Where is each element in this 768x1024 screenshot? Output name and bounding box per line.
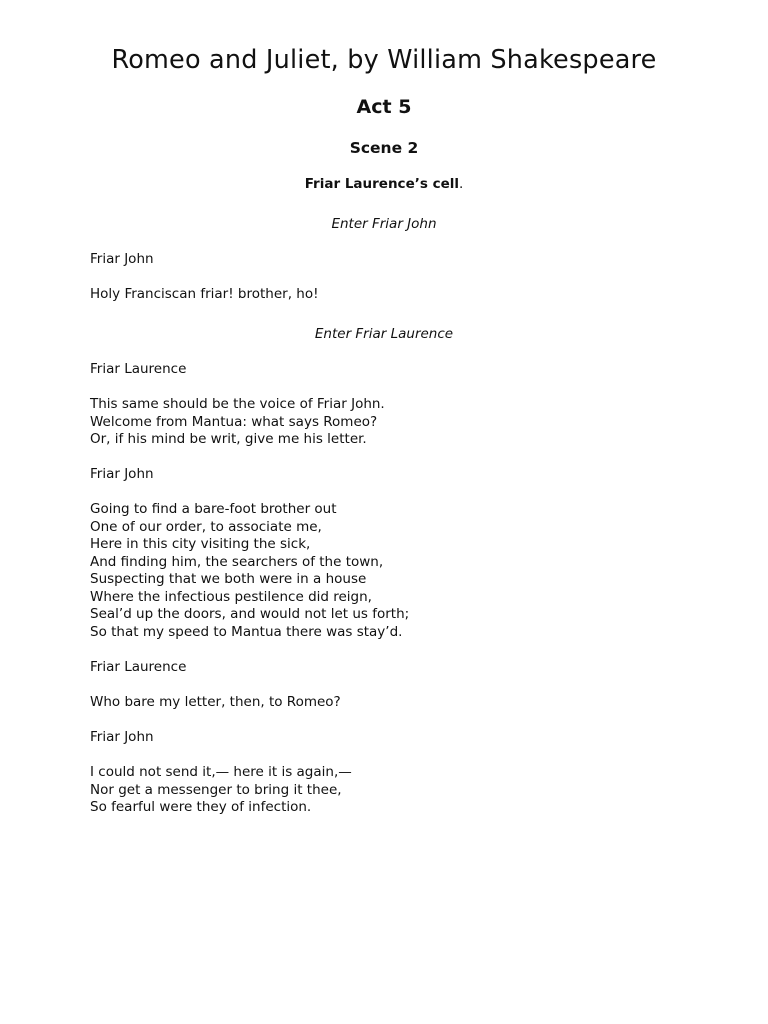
verse-line: I could not send it,— here it is again,— <box>90 764 352 780</box>
speech-text <box>90 694 341 712</box>
verse-line: Holy Franciscan friar! brother, ho! <box>90 286 319 302</box>
verse-line: And finding him, the searchers of the town, <box>90 553 384 570</box>
setting-location: Friar Laurence’s cell <box>304 176 459 192</box>
speech-text <box>90 764 352 817</box>
speaker-name: Friar John <box>90 251 154 267</box>
verse-line: So fearful were they of infection. <box>90 799 312 815</box>
verse-line: Here in this city visiting the sick, <box>90 536 311 552</box>
scene-number: 2 <box>407 139 419 157</box>
verse-line: So that my speed to Mantua there was stay’d. <box>90 623 403 640</box>
verse-line: Or, if his mind be writ, give me his letter. <box>90 431 367 447</box>
verse-line: Who bare my letter, then, to Romeo? <box>90 694 341 710</box>
document-title: Romeo and Juliet, by William Shakespeare <box>111 45 657 75</box>
speech-text <box>90 501 409 641</box>
speech-text <box>90 396 385 449</box>
verse-line: This same should be the voice of Friar John. <box>90 396 385 412</box>
setting-period: . <box>459 176 464 192</box>
verse-line: Going to find a bare-foot brother out <box>90 501 337 517</box>
scene-setting <box>0 174 768 194</box>
verse-line: Seal’d up the doors, and would not let us forth; <box>90 606 410 622</box>
verse-line: Welcome from Mantua: what says Romeo? <box>90 413 378 430</box>
scene-label: Scene <box>349 139 403 157</box>
verse-line: Where the infectious pestilence did reign, <box>90 588 372 605</box>
speaker-name: Friar Laurence <box>90 659 187 675</box>
verse-line: One of our order, to associate me, <box>90 518 322 535</box>
speaker-name: Friar John <box>90 466 154 482</box>
stage-direction: Enter Friar Laurence <box>314 326 454 342</box>
verse-line: Nor get a messenger to bring it thee, <box>90 781 342 798</box>
speaker-name: Friar John <box>90 729 154 745</box>
verse-line: Suspecting that we both were in a house <box>90 571 367 587</box>
speaker-name: Friar Laurence <box>90 361 187 377</box>
speech-text <box>90 286 319 304</box>
act-heading: Act 5 <box>356 96 412 118</box>
scene-heading <box>0 136 768 160</box>
stage-direction: Enter Friar John <box>331 216 437 232</box>
